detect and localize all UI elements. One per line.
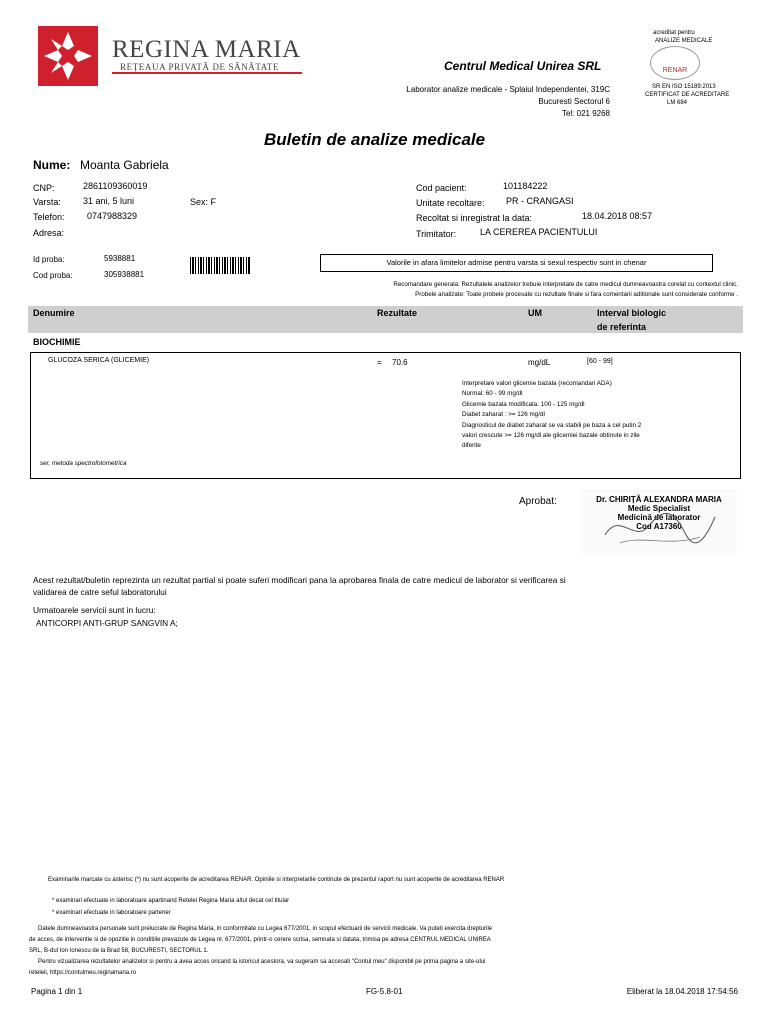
renar-note: Examinarile marcate cu asterisc (*) nu sunt acoperite de acreditarea RENAR. Opiniile si interpretarile continute de prezentul raport nu sunt acoperite de acreditarea RENAR: [48, 877, 505, 883]
recommendation-line1: Recomandare generala: Rezultatele analizelor trebuie interpretate de catre medicul dumneavoastra corelat cu contextul clinic.: [393, 281, 738, 288]
star-note-1: * examinari efectuate in laboratoare apartinand Retelei Regina Maria altul decat cel titular: [52, 898, 290, 904]
star-note-2: * examinari efectuate in laboratoare partener: [52, 910, 171, 916]
accreditation-cert-no: LM 684: [667, 100, 688, 106]
patient-name: Moanta Gabriela: [80, 158, 169, 172]
clinic-address-line1: Laborator analize medicale - Splaiul Independentei, 319C: [406, 85, 610, 94]
cnp-value: 2861109360019: [83, 181, 148, 191]
result-sign: =: [377, 358, 382, 367]
interp-line: valori crescute >= 126 mg/dl ale glicemiei bazale obtinute in zile: [462, 432, 640, 440]
sample-code-label: Cod proba:: [33, 271, 73, 280]
sample-code-value: 305938881: [104, 270, 145, 279]
test-name: GLUCOZA SERICA (GLICEMIE): [48, 357, 150, 364]
doctor-title: Medic Specialist: [627, 504, 691, 513]
patient-code-label: Cod pacient:: [416, 183, 467, 193]
page-number: Pagina 1 din 1: [31, 987, 83, 996]
col-name-header: Denumire: [33, 308, 75, 318]
partial-notice-line2: validarea de catre seful laboratorului: [33, 587, 167, 597]
result-range: [60 - 99]: [587, 358, 613, 365]
accreditation-cert-label: CERTIFICAT DE ACREDITARE: [645, 92, 730, 98]
col-ref-header-2: de referinta: [597, 322, 647, 332]
result-unit: mg/dL: [528, 358, 551, 367]
gdpr-line4: Pentru vizualizarea rezultatelor analizelor si pentru a avea acces oricand la istoricul acestora, va sugeram sa accesati "Contul meu" disponibil pe prima pagina a site-ului: [38, 959, 486, 965]
gdpr-line3: SRL, B-dul Ion Ionescu de la Brad 58, BUCURESTI, SECTORUL 1.: [29, 948, 209, 954]
gdpr-line5: reteleii, https://contulmeu.reginamaria.ro: [29, 970, 137, 976]
sample-id-label: Id proba:: [33, 255, 65, 264]
accreditation-top2: ANALIZE MEDICALE: [655, 38, 713, 44]
cnp-label: CNP:: [33, 183, 55, 193]
doctor-code: Cod A17360: [636, 522, 682, 531]
unit-value: PR - CRANGASI: [506, 196, 574, 206]
out-of-range-notice-text: Valorile in afara limitelor admise pentru varsta si sexul respectiv sunt in chenar: [386, 258, 647, 267]
page-title: Buletin de analize medicale: [264, 130, 486, 149]
gdpr-line1: Datele dumneavoastra personale sunt prelucrate de Regina Maria, in conformitate cu Legea 677/2001, in scopul efectuarii de servicii medicale. Va puteti exercita drepturile: [38, 926, 493, 932]
sex-value: Sex: F: [190, 197, 217, 207]
referrer-value: LA CEREREA PACIENTULUI: [480, 227, 598, 237]
brand-underline: [112, 72, 302, 74]
interp-line: Normal: 60 - 99 mg/dl: [462, 390, 523, 398]
accreditation-top1: acreditat pentru: [653, 30, 695, 36]
phone-label: Telefon:: [33, 212, 65, 222]
interp-line: Diabet zaharat : >= 126 mg/dl: [462, 411, 545, 419]
unit-label: Unitate recoltare:: [416, 198, 485, 208]
signature-scribble: [600, 505, 720, 549]
section-biochimie: BIOCHIMIE: [33, 337, 81, 347]
patient-code-value: 101184222: [503, 181, 548, 191]
doctor-name: Dr. CHIRIȚĂ ALEXANDRA MARIA: [596, 495, 722, 504]
col-ref-header-1: Interval biologic: [597, 308, 667, 318]
interp-line: Glicemie bazala modificata: 100 - 125 mg/dl: [462, 400, 585, 408]
brand-name: REGINA MARIA: [112, 36, 301, 63]
partial-notice-line1: Acest rezultat/buletin reprezinta un rezultat partial si poate suferi modificari pana la aprobarea finala de catre medicul de laborator si verificarea si: [33, 575, 566, 585]
gdpr-line2: de acces, de interventie si de opozitie in conditiile prevazute de Legea nr. 677/2001, printr-o cerere scrisa, semnata si datata, trimisa pe adresa CENTRUL MEDICAL UNIREA: [29, 937, 491, 943]
phone-value: 0747988329: [87, 211, 138, 221]
sample-id-value: 5938881: [104, 254, 136, 263]
interp-line: Interpretare valori glicemie bazala (recomandari ADA): [462, 380, 612, 387]
renar-seal: [650, 46, 700, 80]
method-note: ser, metoda spectrofotometrica: [40, 460, 127, 467]
pending-items: ANTICORPI ANTI-GRUP SANGVIN A;: [36, 618, 178, 628]
accreditation-standard: SR EN ISO 15189:2013: [652, 84, 716, 90]
address-label: Adresa:: [33, 228, 65, 238]
result-value: 70.6: [392, 358, 408, 367]
renar-seal-label: RENAR: [662, 67, 688, 74]
regina-maria-cross-icon: [38, 26, 98, 86]
interp-line: Diagnosticul de diabet zaharat se va stabili pe baza a cel putin 2: [462, 421, 642, 429]
form-code: FG-5.8-01: [366, 987, 403, 996]
interpretation-block: [462, 379, 641, 452]
interp-line: diferite: [462, 442, 481, 450]
col-result-header: Rezultate: [377, 308, 418, 318]
issued-timestamp: Eliberat la 18.04.2018 17:54:56: [626, 987, 738, 996]
patient-name-label: Nume:: [33, 158, 71, 172]
age-label: Varsta:: [33, 197, 61, 207]
referrer-label: Trimitator:: [416, 229, 457, 239]
col-unit-header: UM: [528, 308, 542, 318]
pending-label: Urmatoarele servicii sunt in lucru:: [33, 605, 156, 615]
collected-value: 18.04.2018 08:57: [582, 211, 653, 221]
clinic-name: Centrul Medical Unirea SRL: [444, 59, 602, 73]
collected-label: Recoltat si inregistrat la data:: [416, 213, 533, 223]
out-of-range-notice: [320, 254, 713, 272]
clinic-address-line2: Bucuresti Sectorul 6: [538, 97, 610, 106]
sample-barcode: [190, 257, 250, 274]
recommendation-line2: Probele analizate: Toate probele procesate cu rezultate finale si fara comentarii aditionale sunt considerate conforme .: [415, 291, 738, 298]
clinic-phone: Tel: 021 9268: [561, 109, 610, 118]
age-value: 31 ani, 5 luni: [83, 196, 135, 206]
doctor-specialty: Medicină de laborator: [617, 513, 701, 522]
brand-tagline: REȚEAUA PRIVATĂ DE SĂNĂTATE: [120, 62, 280, 72]
approval-label: Aprobat:: [519, 496, 557, 507]
